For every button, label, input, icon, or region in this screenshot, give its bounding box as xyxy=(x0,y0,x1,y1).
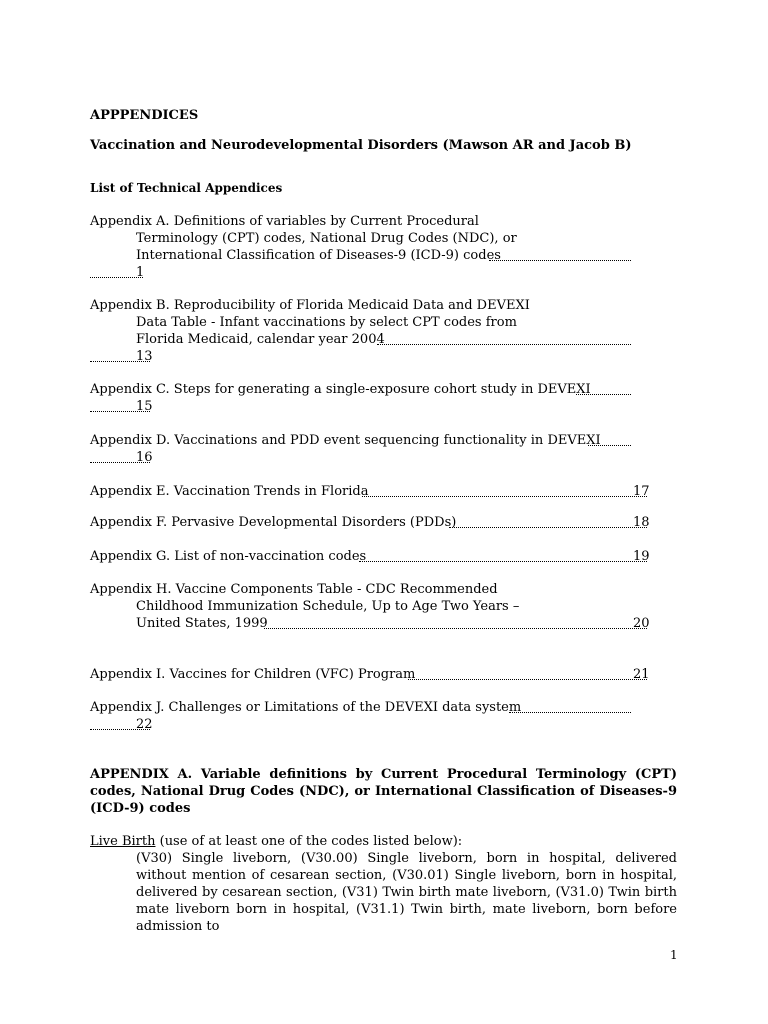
toc-i-leader xyxy=(408,679,647,680)
toc-f-leader xyxy=(449,527,647,528)
document-title: APPPENDICES xyxy=(90,108,199,123)
toc-d-leader xyxy=(588,445,631,446)
toc-c-page: 15 xyxy=(136,399,153,414)
toc-f-page: 18 xyxy=(633,515,650,530)
list-heading: List of Technical Appendices xyxy=(90,181,283,195)
appendix-a-heading: APPENDIX A. Variable definitions by Current Procedural Terminology (CPT) codes, National Drug Codes (NDC), or International Classification of Diseases-9 (ICD-9) codes xyxy=(90,767,677,816)
page-number: 1 xyxy=(670,948,678,962)
live-birth-codes: (V30) Single liveborn, (V30.00) Single liveborn, born in hospital, delivered without mention of cesarean section, (V30.01) Single liveborn, born in hospital, delivered by cesarean section, (V31) Twin birth mate liveborn, (V31.0) Twin birth mate liveborn born in hospital, (V31.1) Twin birth, mate liveborn, born before admission to xyxy=(136,851,677,934)
live-birth-label: Live Birth xyxy=(90,834,156,849)
toc-a-line2: Terminology (CPT) codes, National Drug Codes (NDC), or xyxy=(136,231,517,246)
toc-j-leader xyxy=(509,712,631,713)
toc-a-leader xyxy=(489,260,631,261)
toc-b-page: 13 xyxy=(136,349,153,364)
live-birth-note: (use of at least one of the codes listed below): xyxy=(155,834,463,849)
live-birth-line xyxy=(90,833,462,850)
toc-h-line3: United States, 1999 xyxy=(136,616,268,631)
toc-e-page: 17 xyxy=(633,484,650,499)
toc-b-line1: Appendix B. Reproducibility of Florida Medicaid Data and DEVEXI xyxy=(90,298,530,313)
toc-b-line3: Florida Medicaid, calendar year 2004 xyxy=(136,332,385,347)
toc-j-page: 22 xyxy=(136,717,153,732)
toc-e-line1: Appendix E. Vaccination Trends in Florida xyxy=(90,484,369,499)
document-subtitle: Vaccination and Neurodevelopmental Disorders (Mawson AR and Jacob B) xyxy=(90,138,632,153)
toc-h-line1: Appendix H. Vaccine Components Table - CDC Recommended xyxy=(90,582,498,597)
toc-e-leader xyxy=(362,496,647,497)
toc-i-page: 21 xyxy=(633,667,650,682)
toc-a-line1: Appendix A. Definitions of variables by Current Procedural xyxy=(90,214,479,229)
toc-h-page: 20 xyxy=(633,616,650,631)
toc-g-page: 19 xyxy=(633,549,650,564)
toc-d-line1: Appendix D. Vaccinations and PDD event sequencing functionality in DEVEXI xyxy=(90,433,601,448)
toc-a-page: 1 xyxy=(136,265,145,280)
toc-j-line1: Appendix J. Challenges or Limitations of the DEVEXI data system xyxy=(90,700,522,715)
toc-c-line1: Appendix C. Steps for generating a single-exposure cohort study in DEVEXI xyxy=(90,382,591,397)
toc-b-leader xyxy=(377,344,631,345)
toc-b-line2: Data Table - Infant vaccinations by select CPT codes from xyxy=(136,315,517,330)
toc-h-leader xyxy=(264,628,647,629)
toc-d-page: 16 xyxy=(136,450,153,465)
toc-i-line1: Appendix I. Vaccines for Children (VFC) Program xyxy=(90,667,416,682)
toc-h-line2: Childhood Immunization Schedule, Up to Age Two Years – xyxy=(136,599,520,614)
toc-f-line1: Appendix F. Pervasive Developmental Disorders (PDDs) xyxy=(90,515,457,530)
toc-g-line1: Appendix G. List of non-vaccination codes xyxy=(90,549,367,564)
toc-g-leader xyxy=(359,561,647,562)
toc-c-leader xyxy=(576,394,631,395)
toc-a-line3: International Classification of Diseases-9 (ICD-9) codes xyxy=(136,248,501,263)
